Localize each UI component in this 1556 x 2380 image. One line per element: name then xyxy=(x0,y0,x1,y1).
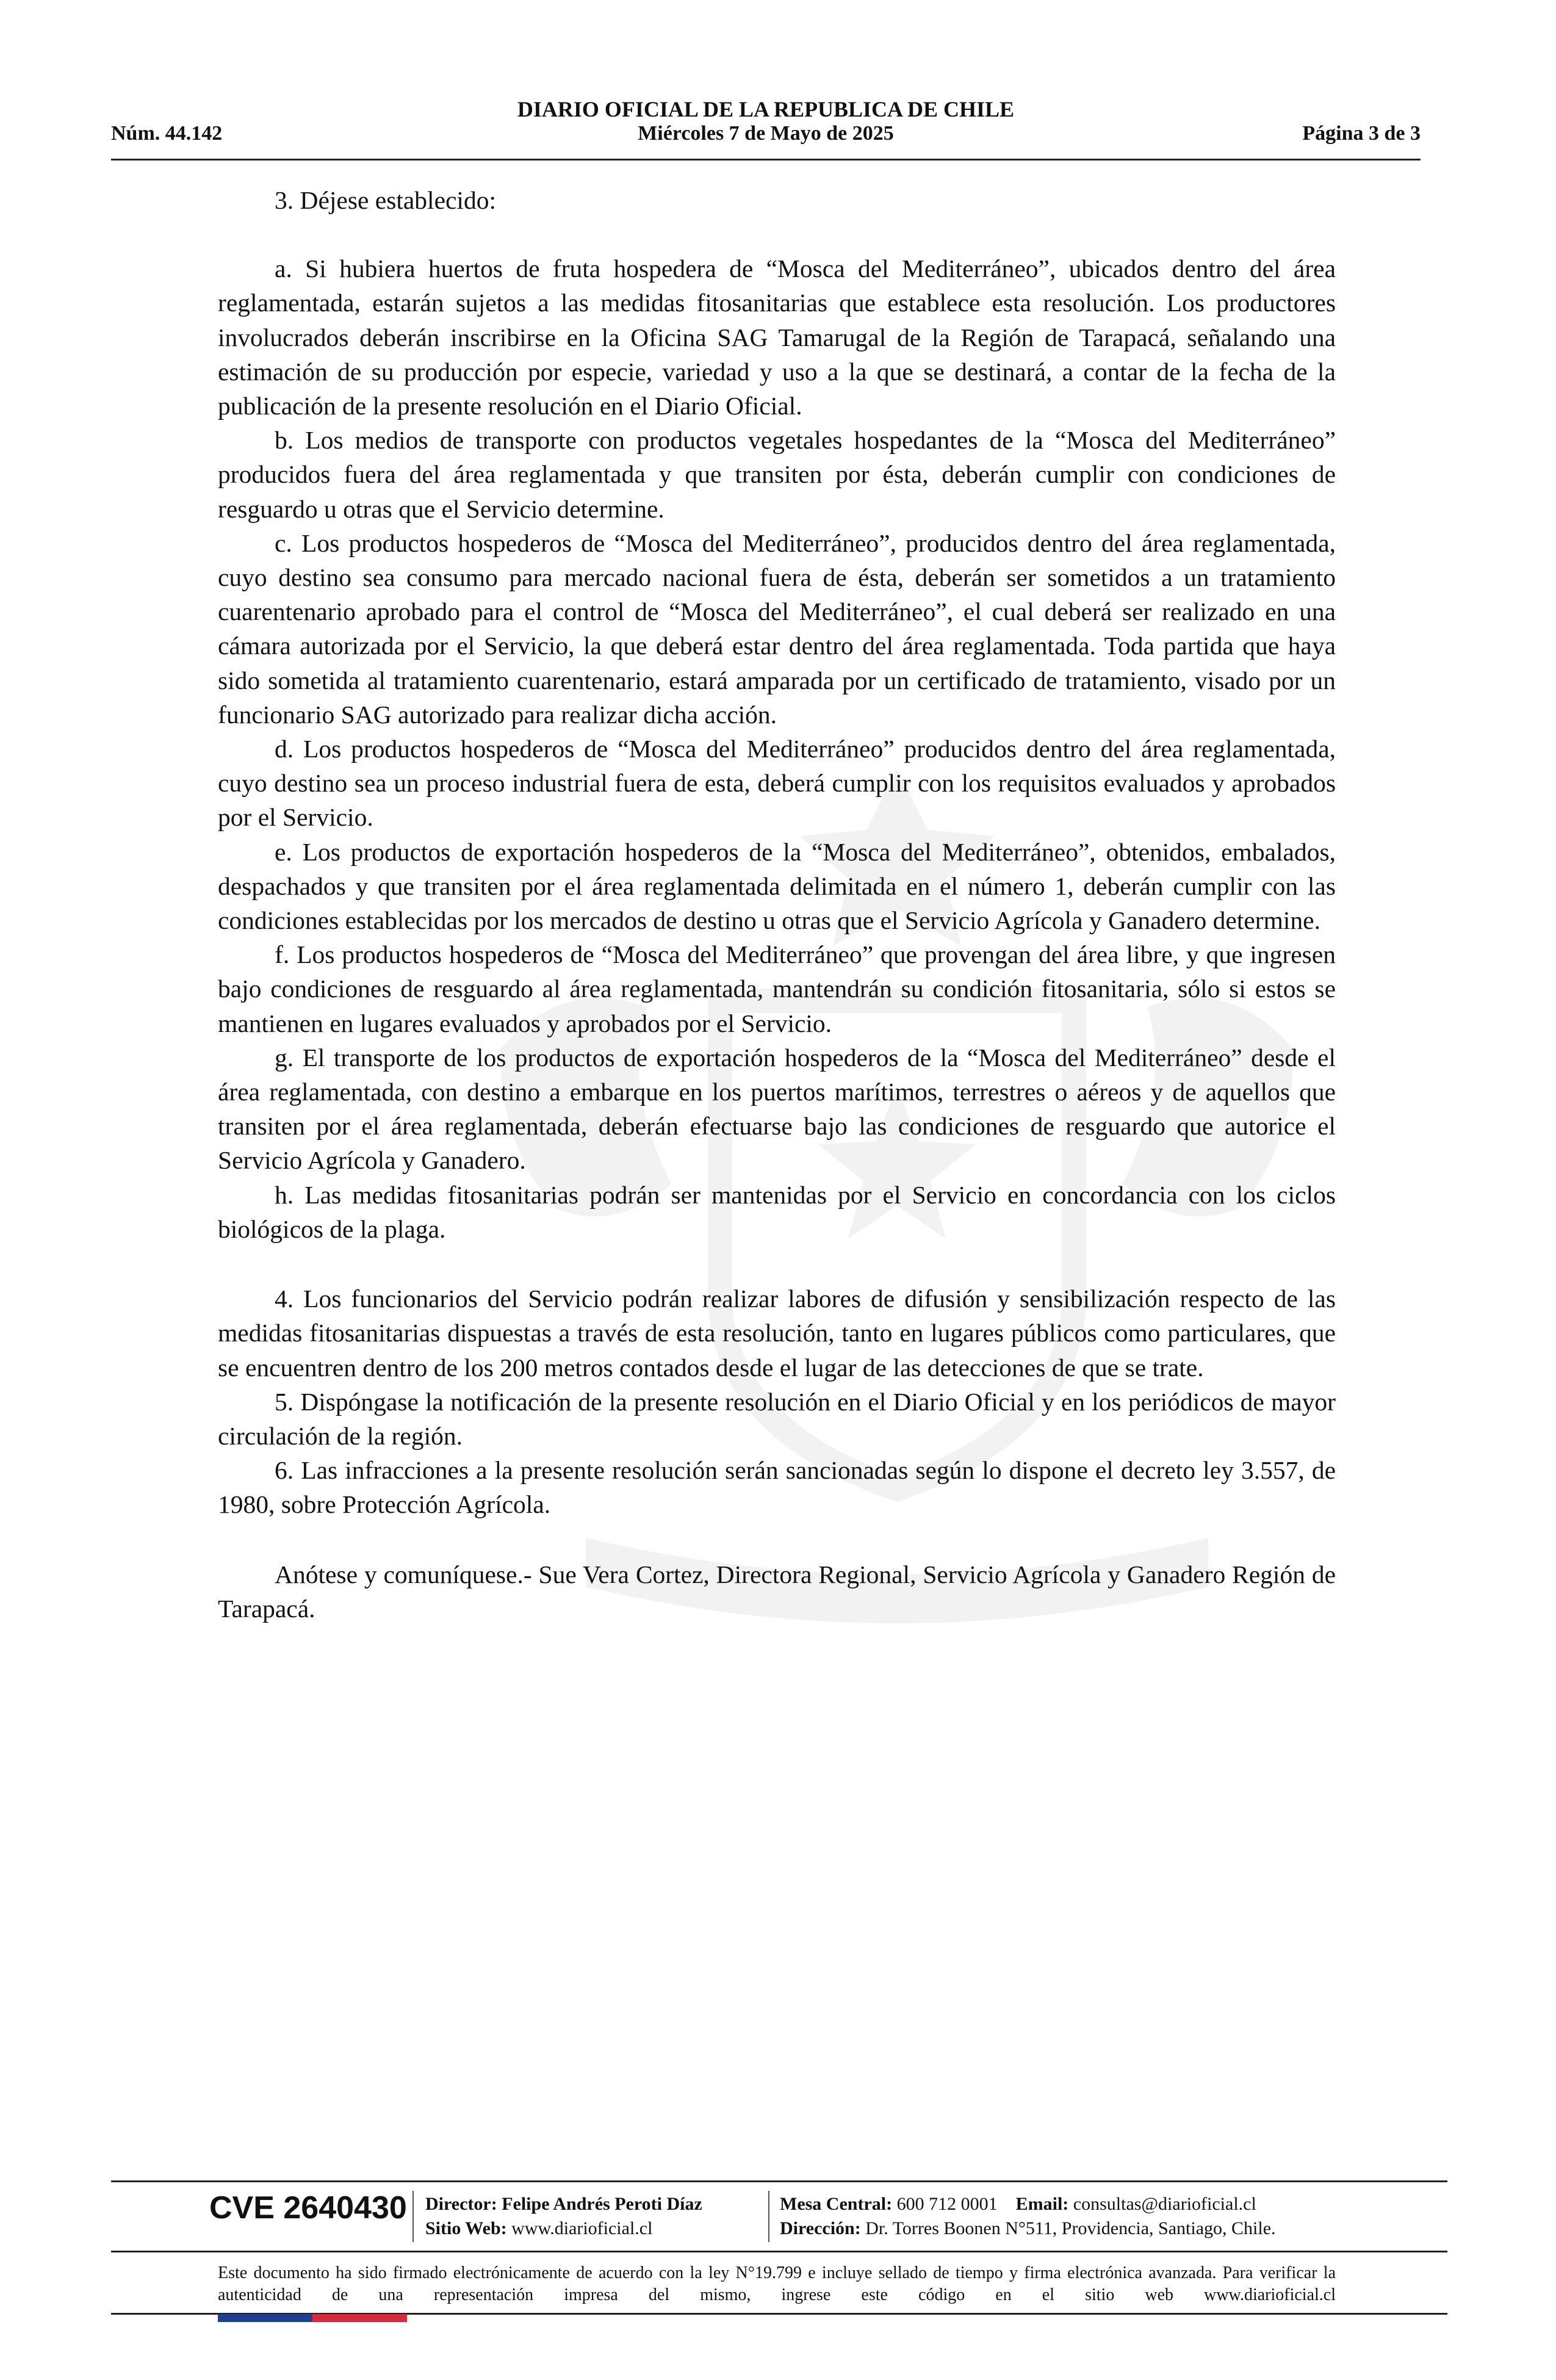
closing-signature: Anótese y comuníquese.- Sue Vera Cortez, Directora Regional, Servicio Agrícola y Ganadero Región de Tarapacá. xyxy=(218,1560,1336,1623)
item-e: e. Los productos de exportación hospederos de la “Mosca del Mediterráneo”, obtenidos, embalados, despachados y que transiten por el área reglamentada delimitada en el número 1, deberán cumplir con las condiciones establecidas por los mercados de destino u otras que el Servicio Agrícola y Ganadero determine. xyxy=(218,837,1336,935)
phone-number: 600 712 0001 xyxy=(896,2194,998,2214)
page-header xyxy=(111,92,1421,160)
newspaper-title: DIARIO OFICIAL DE LA REPUBLICA DE CHILE xyxy=(517,97,1015,121)
header-row xyxy=(111,122,1421,153)
section-3-intro: 3. Déjese establecido: xyxy=(275,186,496,214)
item-f: f. Los productos hospederos de “Mosca del Mediterráneo” que provengan del área libre, y que ingresen bajo condiciones de resguardo al área reglamentada, mantendrán su condición fitosanitaria, sólo si estos se mantienen en lugares evaluados y aprobados por el Servicio. xyxy=(218,940,1336,1037)
footer-top-rule xyxy=(111,2180,1447,2182)
section-4: 4. Los funcionarios del Servicio podrán realizar labores de difusión y sensibilización respecto de las medidas fitosanitarias dispuestas a través de esta resolución, tanto en lugares públicos como particulares, que se encuentren dentro de los 200 metros contados desde el lugar de las detecciones de que se trate. xyxy=(218,1285,1336,1382)
item-c: c. Los productos hospederos de “Mosca del Mediterráneo”, producidos dentro del área reglamentada, cuyo destino sea consumo para mercado nacional fuera de ésta, deberán ser sometidos a un tratamiento cuarentenario aprobado para el control de “Mosca del Mediterráneo”, el cual deberá ser realizado en una cámara autorizada por el Servicio, la que deberá estar dentro del área reglamentada. Toda partida que haya sido sometida al tratamiento cuarentenario, estará amparada por un certificado de tratamiento, visado por un funcionario SAG autorizado para realizar dicha acción. xyxy=(218,528,1336,729)
signature-disclaimer: Este documento ha sido firmado electrónicamente de acuerdo con la ley N°19.799 e incluye sellado de tiempo y firma electrónica avanzada. Para verificar la autenticidad de una representación impresa del mismo, ingrese este código en el sitio web www.diarioficial.cl xyxy=(218,2263,1336,2304)
director-name: Felipe Andrés Peroti Díaz xyxy=(502,2194,702,2214)
cve-code: CVE 2640430 xyxy=(209,2190,407,2226)
footer-mid-rule xyxy=(111,2251,1447,2252)
footer-director-block xyxy=(425,2192,702,2241)
flag-stripe-red xyxy=(312,2314,407,2322)
web-label: Sitio Web: xyxy=(425,2218,507,2238)
item-d: d. Los productos hospederos de “Mosca del Mediterráneo” producidos dentro del área reglamentada, cuyo destino sea un proceso industrial fuera de esta, deberá cumplir con los requisitos evaluados y aprobados por el Servicio. xyxy=(218,735,1336,832)
item-b: b. Los medios de transporte con productos vegetales hospedantes de la “Mosca del Mediterráneo” producidos fuera del área reglamentada y que transiten por ésta, deberán cumplir con condiciones de resguardo u otras que el Servicio determine. xyxy=(218,426,1336,523)
address-label: Dirección: xyxy=(780,2218,861,2238)
item-g: g. El transporte de los productos de exportación hospederos de la “Mosca del Mediterráneo” desde el área reglamentada, con destino a embarque en los puertos marítimos, terrestres o aéreos y de aquellos que transiten por el área reglamentada, deberán efectuarse bajo las condiciones de resguardo que autorice el Servicio Agrícola y Ganadero. xyxy=(218,1043,1336,1175)
section-6: 6. Las infracciones a la presente resolución serán sancionadas según lo dispone el decreto ley 3.557, de 1980, sobre Protección Agrícola. xyxy=(218,1456,1336,1519)
web-link[interactable]: www.diarioficial.cl xyxy=(511,2218,653,2238)
footer-divider-1 xyxy=(412,2191,414,2242)
issue-number: Núm. 44.142 xyxy=(111,122,223,145)
page-indicator: Página 3 de 3 xyxy=(1302,122,1421,145)
footer-contact-block xyxy=(780,2192,1276,2241)
email-label: Email: xyxy=(1015,2194,1069,2214)
phone-label: Mesa Central: xyxy=(780,2194,893,2214)
issue-date: Miércoles 7 de Mayo de 2025 xyxy=(638,122,894,145)
section-5: 5. Dispóngase la notificación de la presente resolución en el Diario Oficial y en los periódicos de mayor circulación de la región. xyxy=(218,1387,1336,1450)
item-h: h. Las medidas fitosanitarias podrán ser mantenidas por el Servicio en concordancia con los ciclos biológicos de la plaga. xyxy=(218,1180,1336,1243)
address: Dr. Torres Boonen N°511, Providencia, Santiago, Chile. xyxy=(865,2218,1276,2238)
email-link[interactable]: consultas@diarioficial.cl xyxy=(1073,2194,1256,2214)
document-body xyxy=(218,183,1336,1626)
flag-stripe-blue xyxy=(218,2314,312,2322)
footer-divider-2 xyxy=(768,2191,769,2242)
director-label: Director: xyxy=(425,2194,497,2214)
item-a: a. Si hubiera huertos de fruta hospedera de “Mosca del Mediterráneo”, ubicados dentro del área reglamentada, estarán sujetos a las medidas fitosanitarias que establece esta resolución. Los productores involucrados deberán inscribirse en la Oficina SAG Tamarugal de la Región de Tarapacá, señalando una estimación de su producción por especie, variedad y uso a la que se destinará, a contar de la fecha de la publicación de la presente resolución en el Diario Oficial. xyxy=(218,254,1336,420)
